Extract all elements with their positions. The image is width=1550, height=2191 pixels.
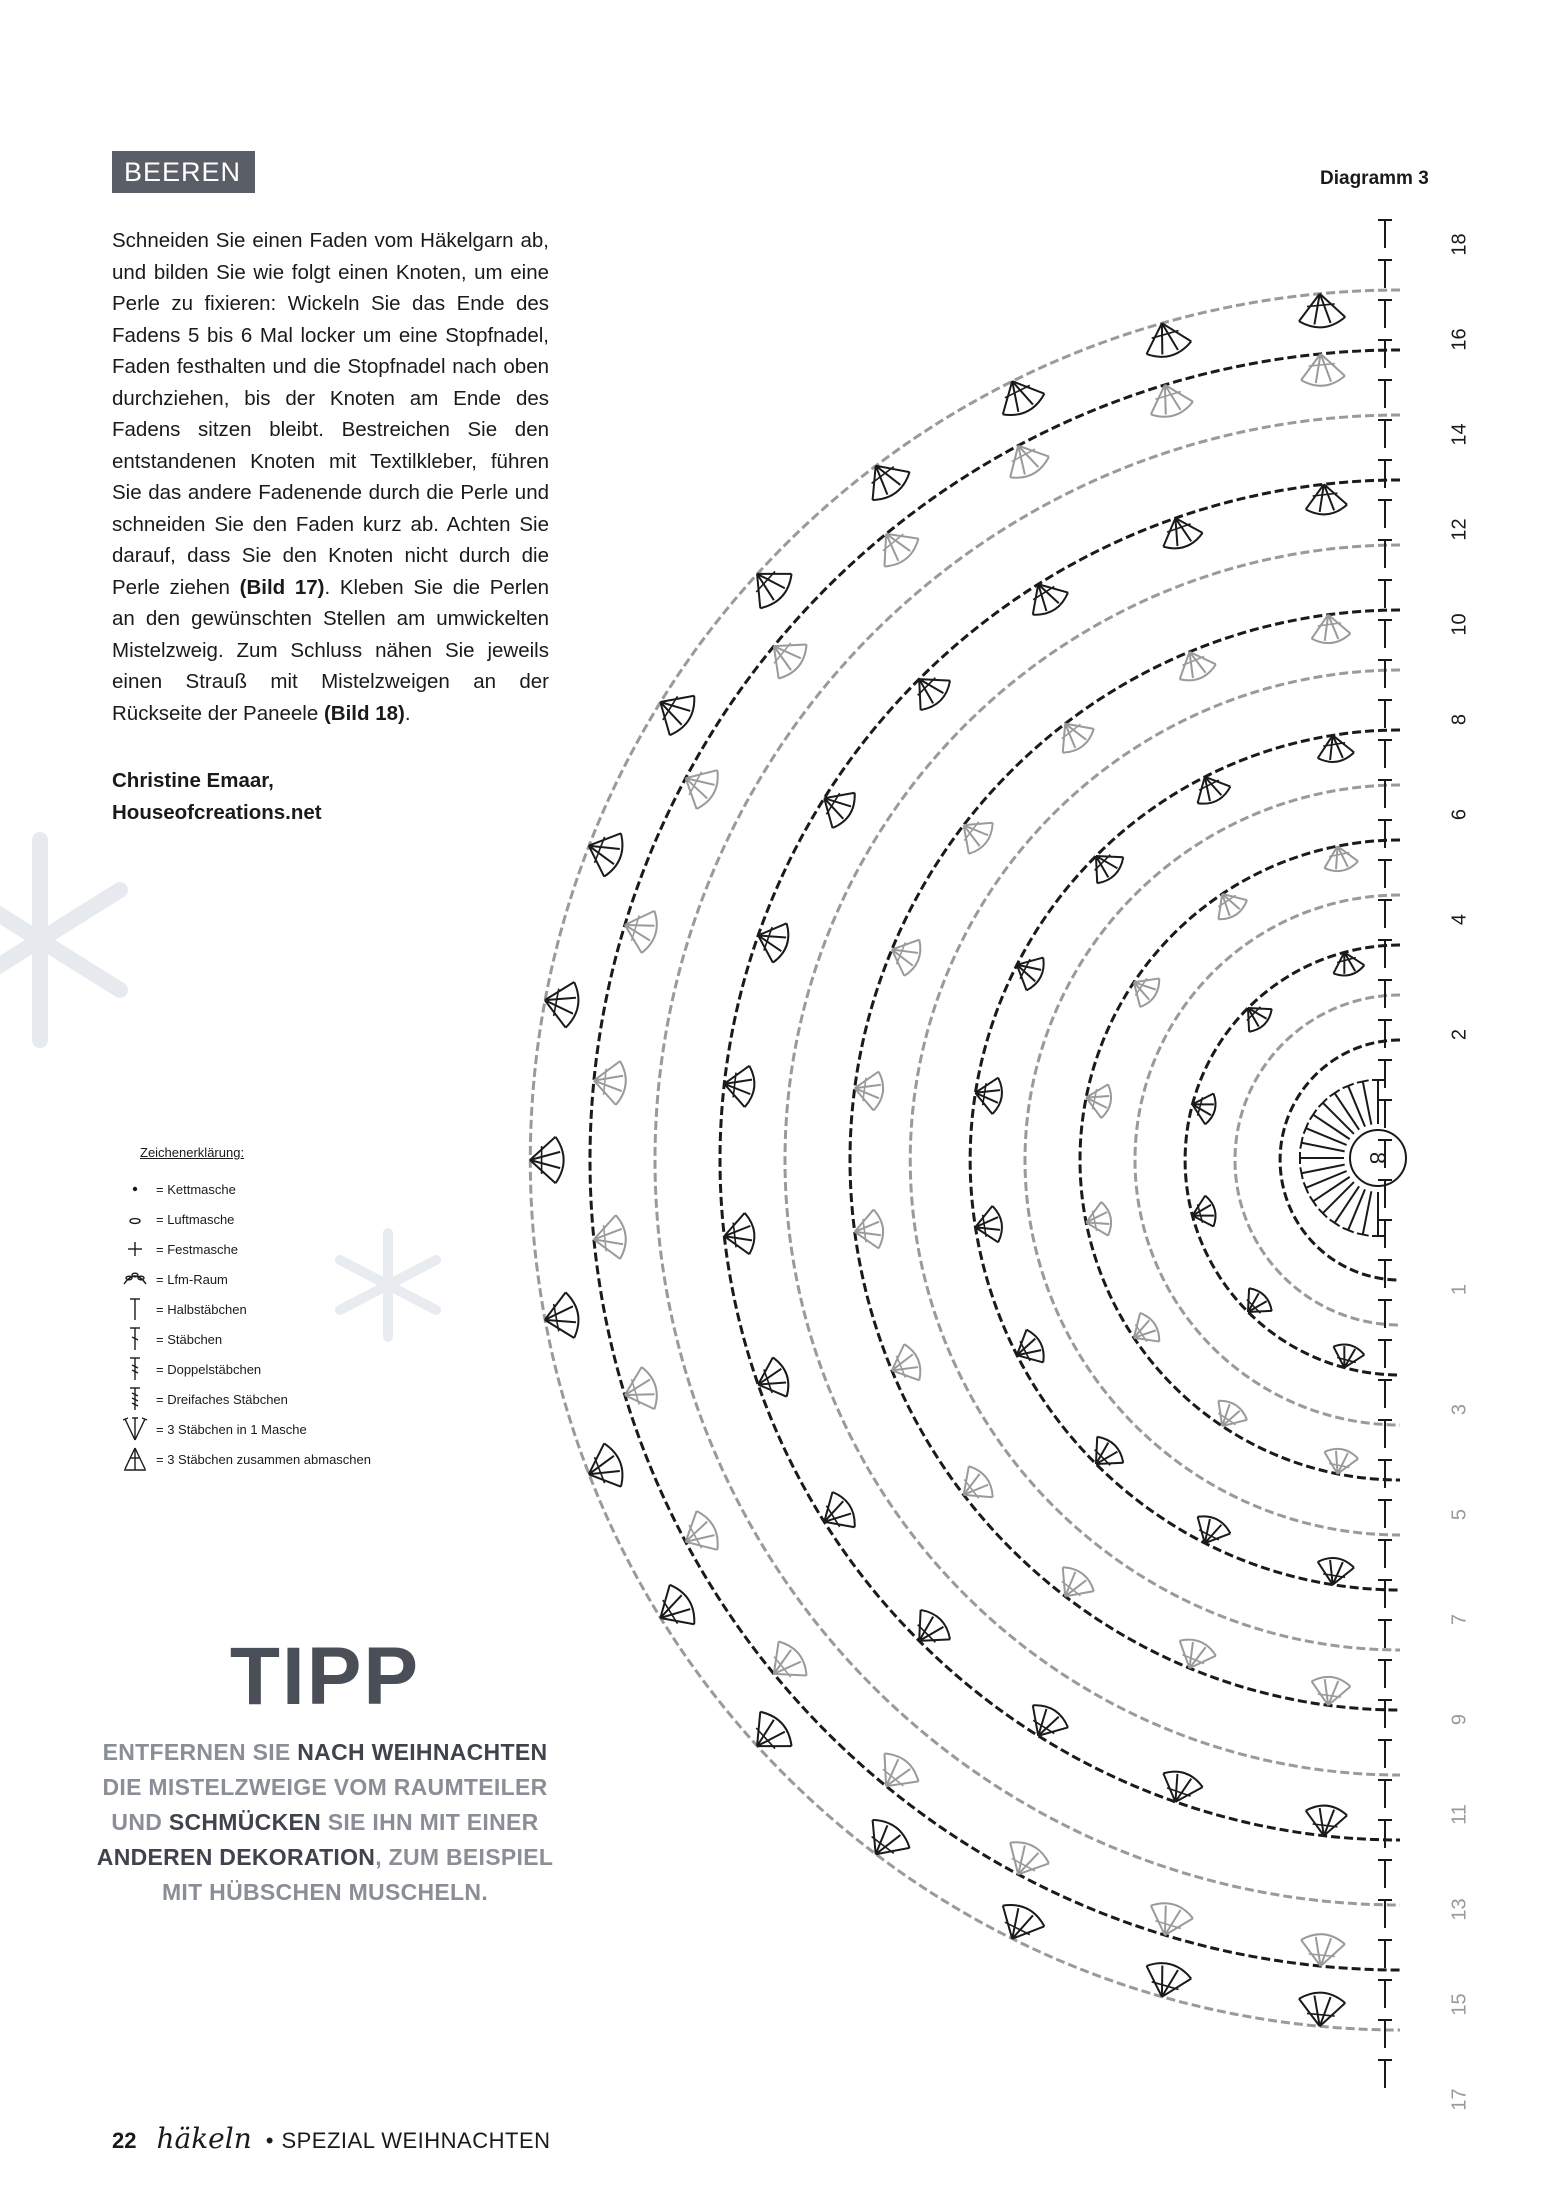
round-number: 12 bbox=[1448, 518, 1471, 541]
round-number: 18 bbox=[1448, 233, 1471, 256]
shell-cluster bbox=[1299, 352, 1346, 388]
legend-item bbox=[120, 1264, 410, 1294]
shell-cluster bbox=[760, 629, 813, 683]
doppelstaebchen-icon bbox=[120, 1356, 150, 1382]
section-tag: BEEREN bbox=[112, 151, 255, 193]
chain-arc bbox=[655, 415, 1400, 1905]
shell-cluster bbox=[1171, 1634, 1218, 1675]
round-number: 4 bbox=[1448, 913, 1471, 926]
round-number: 17 bbox=[1448, 2088, 1471, 2111]
shell-cluster bbox=[530, 1137, 564, 1183]
stitch-spoke bbox=[1301, 1143, 1344, 1152]
legend-item bbox=[120, 1444, 410, 1474]
shell-cluster bbox=[618, 904, 661, 955]
round-number: 16 bbox=[1448, 328, 1471, 351]
shell-cluster bbox=[1329, 1341, 1366, 1372]
shell-cluster bbox=[648, 682, 701, 739]
shell-cluster bbox=[1188, 1511, 1233, 1551]
shell-cluster bbox=[1083, 843, 1128, 888]
shell-cluster bbox=[1188, 1089, 1219, 1126]
legend-item bbox=[120, 1324, 410, 1354]
tip-title: TIPP bbox=[229, 1631, 421, 1722]
center-label: 8 bbox=[1365, 1151, 1390, 1165]
symbol-legend bbox=[120, 1145, 410, 1474]
shell-cluster bbox=[1140, 1958, 1194, 2003]
stitch-spoke-top bbox=[1310, 1110, 1317, 1120]
stitch-spoke-top bbox=[1330, 1220, 1340, 1227]
page-number: 22 bbox=[112, 2128, 137, 2153]
legend-item bbox=[120, 1414, 410, 1444]
stitch-spoke bbox=[1301, 1165, 1344, 1174]
legend-item bbox=[120, 1204, 410, 1234]
shell-cluster bbox=[869, 1748, 923, 1801]
shell-cluster bbox=[869, 520, 923, 573]
festmasche-icon bbox=[120, 1236, 150, 1262]
stitch-spoke-top bbox=[1357, 1080, 1369, 1082]
legend-label: = Kettmasche bbox=[156, 1181, 236, 1197]
diagram-label: Diagramm 3 bbox=[1320, 168, 1429, 189]
shell-cluster bbox=[852, 1069, 885, 1112]
legend-label: = Luftmasche bbox=[156, 1211, 235, 1227]
author-name: Christine Emaar, bbox=[112, 769, 274, 792]
legend-label: = Stäbchen bbox=[156, 1331, 223, 1347]
stitch-spoke-top bbox=[1300, 1137, 1302, 1149]
shell-cluster bbox=[618, 1365, 661, 1416]
stitch-spoke bbox=[1306, 1171, 1347, 1188]
shell-cluster bbox=[580, 824, 628, 879]
legend-item bbox=[120, 1174, 410, 1204]
round-number: 8 bbox=[1448, 713, 1471, 726]
round-number: 14 bbox=[1448, 423, 1471, 446]
stitch-spoke bbox=[1313, 1115, 1350, 1139]
shell-cluster bbox=[904, 664, 955, 715]
tip-text-segment: DIE MISTELZWEIGE VOM RAUMTEILER UND bbox=[102, 1774, 548, 1835]
shell-cluster bbox=[751, 916, 793, 965]
shell-cluster bbox=[675, 759, 724, 813]
tip-text-segment: SIE IHN MIT EINER bbox=[321, 1809, 539, 1835]
legend-label: = Doppelstäbchen bbox=[156, 1361, 262, 1377]
stitch-spoke bbox=[1348, 1086, 1365, 1127]
chain-arc bbox=[1080, 840, 1400, 1480]
stitch-spoke bbox=[1348, 1189, 1365, 1230]
round-number: 3 bbox=[1448, 1403, 1471, 1416]
shell-cluster bbox=[760, 1637, 813, 1691]
shell-cluster bbox=[1050, 712, 1098, 758]
round-number: 1 bbox=[1448, 1283, 1471, 1296]
stitch-spoke-top bbox=[1357, 1233, 1369, 1235]
legend-label: = Lfm-Raum bbox=[156, 1271, 228, 1287]
legend-label: = 3 Stäbchen in 1 Masche bbox=[156, 1421, 307, 1437]
magazine-logo: häkeln bbox=[156, 2122, 252, 2155]
lfm-raum-icon bbox=[120, 1266, 150, 1292]
round-number: 13 bbox=[1448, 1898, 1471, 1921]
shell-cluster bbox=[741, 557, 797, 614]
kettmasche-icon bbox=[120, 1176, 150, 1202]
shell-cluster bbox=[675, 1507, 724, 1561]
shell-cluster bbox=[1050, 1562, 1098, 1608]
shell-cluster bbox=[1144, 1898, 1195, 1941]
shell-cluster bbox=[1299, 1932, 1346, 1968]
round-number: 11 bbox=[1448, 1804, 1471, 1825]
round-number: 6 bbox=[1448, 808, 1471, 821]
round-number: 10 bbox=[1448, 613, 1471, 636]
halbstaebchen-icon bbox=[120, 1296, 150, 1322]
luftmasche-icon bbox=[120, 1206, 150, 1232]
chain-arc bbox=[970, 730, 1400, 1590]
author-credit bbox=[112, 765, 322, 828]
stitch-spoke bbox=[1313, 1177, 1350, 1201]
shell-cluster bbox=[904, 1605, 955, 1656]
stitch-spoke bbox=[1363, 1081, 1372, 1124]
chain-arc bbox=[1135, 895, 1400, 1425]
stitch-spoke bbox=[1306, 1128, 1347, 1145]
legend-item bbox=[120, 1384, 410, 1414]
shell-cluster bbox=[972, 1075, 1004, 1116]
shell-cluster bbox=[1237, 1284, 1276, 1323]
tip-text-segment: SCHMÜCKEN bbox=[168, 1809, 322, 1835]
stitch-spoke bbox=[1323, 1182, 1354, 1213]
instruction-text: Schneiden Sie einen Faden vom Häkelgarn ab, und bilden Sie wie folgt einen Knoten, um eine Perle zu fixieren: Wickeln Sie das Ende des Fadens 5 bis 6 Mal locker um eine Stopfnadel, Faden festhalten und die Stopfnadel nach oben durchziehen, bis der Knoten am Ende des Fadens sitzen bleibt. Bestreichen Sie den entstandenen Knoten mit Textilkleber, führen Sie das andere Fadenende durch die Perle und schneiden Sie den Faden kurz ab. Achten Sie darauf, dass Sie den Knoten nicht durch die Perle ziehen (Bild 17). Kleben Sie die Perlen an den gewünschten Stellen am umwickelten Mistelzweig. Zum Schluss nähen Sie jeweils einen Strauß mit Mistelzweigen an der Rückseite der Paneele (Bild 18). bbox=[112, 229, 549, 725]
legend-label: = Festmasche bbox=[156, 1241, 239, 1257]
issue-title: SPEZIAL WEIHNACHTEN bbox=[281, 2128, 551, 2153]
page-footer bbox=[112, 2122, 551, 2155]
shell-cluster bbox=[999, 1836, 1053, 1885]
round-number: 7 bbox=[1448, 1613, 1471, 1626]
footer-separator: • bbox=[265, 2128, 274, 2153]
legend-label: = 3 Stäbchen zusammen abmaschen bbox=[156, 1451, 371, 1467]
round-number: 9 bbox=[1448, 1713, 1471, 1726]
stitch-spoke bbox=[1335, 1186, 1359, 1223]
crochet-chart bbox=[480, 200, 1420, 2110]
shell-cluster bbox=[1297, 1991, 1346, 2029]
three-dc-in-one-icon bbox=[120, 1416, 150, 1442]
stitch-spoke bbox=[1335, 1093, 1359, 1130]
shell-cluster bbox=[741, 1706, 797, 1763]
shell-cluster bbox=[592, 1059, 628, 1106]
chain-arc bbox=[910, 670, 1400, 1650]
shell-cluster bbox=[1297, 292, 1346, 330]
stitch-spoke-top bbox=[1300, 1167, 1302, 1179]
shell-cluster bbox=[857, 1813, 914, 1868]
tip-text-segment: ENTFERNEN SIE bbox=[102, 1739, 298, 1765]
shell-cluster bbox=[991, 1898, 1048, 1949]
legend-label: = Halbstäbchen bbox=[156, 1301, 247, 1317]
shell-cluster bbox=[1083, 1081, 1114, 1120]
tip-text-segment: ANDEREN DEKORATION bbox=[96, 1844, 376, 1870]
legend-item bbox=[120, 1294, 410, 1324]
stitch-spoke-top bbox=[1330, 1090, 1340, 1097]
author-website: Houseofcreations.net bbox=[112, 800, 322, 824]
round-number: 2 bbox=[1448, 1028, 1471, 1041]
stitch-spoke-top bbox=[1310, 1196, 1317, 1206]
stitch-spoke bbox=[1323, 1103, 1354, 1134]
shell-cluster bbox=[1124, 968, 1164, 1010]
round-number: 5 bbox=[1448, 1508, 1471, 1521]
shell-cluster bbox=[1208, 884, 1250, 924]
shell-cluster bbox=[1009, 948, 1049, 993]
shell-cluster bbox=[813, 1488, 861, 1539]
round-number: 15 bbox=[1448, 1993, 1471, 2016]
snowflake-decoration-large bbox=[0, 820, 160, 1060]
shell-cluster bbox=[1237, 997, 1276, 1036]
legend-label: = Dreifaches Stäbchen bbox=[156, 1391, 288, 1407]
chain-arc bbox=[720, 480, 1400, 1840]
staebchen-icon bbox=[120, 1326, 150, 1352]
tip-text-segment: , ZUM BEISPIEL MIT HÜBSCHEN MUSCHELN. bbox=[161, 1844, 554, 1905]
shell-cluster bbox=[1140, 317, 1194, 362]
chain-arc bbox=[850, 610, 1400, 1710]
shell-cluster bbox=[999, 435, 1053, 484]
shell-cluster bbox=[1083, 1432, 1128, 1477]
legend-item bbox=[120, 1354, 410, 1384]
shell-cluster bbox=[1315, 1555, 1356, 1587]
legend-item bbox=[120, 1234, 410, 1264]
tip-text-segment: NACH WEIHNACHTEN bbox=[297, 1739, 548, 1765]
legend-title: Zeichenerklärung: bbox=[140, 1145, 245, 1160]
chain-arc bbox=[590, 350, 1400, 1970]
shell-cluster bbox=[592, 1214, 628, 1261]
shell-cluster bbox=[1303, 482, 1348, 517]
dreifaches-staebchen-icon bbox=[120, 1386, 150, 1412]
chain-arc bbox=[530, 290, 1400, 2030]
stitch-spoke bbox=[1363, 1191, 1372, 1234]
three-dc-together-icon bbox=[120, 1446, 150, 1472]
